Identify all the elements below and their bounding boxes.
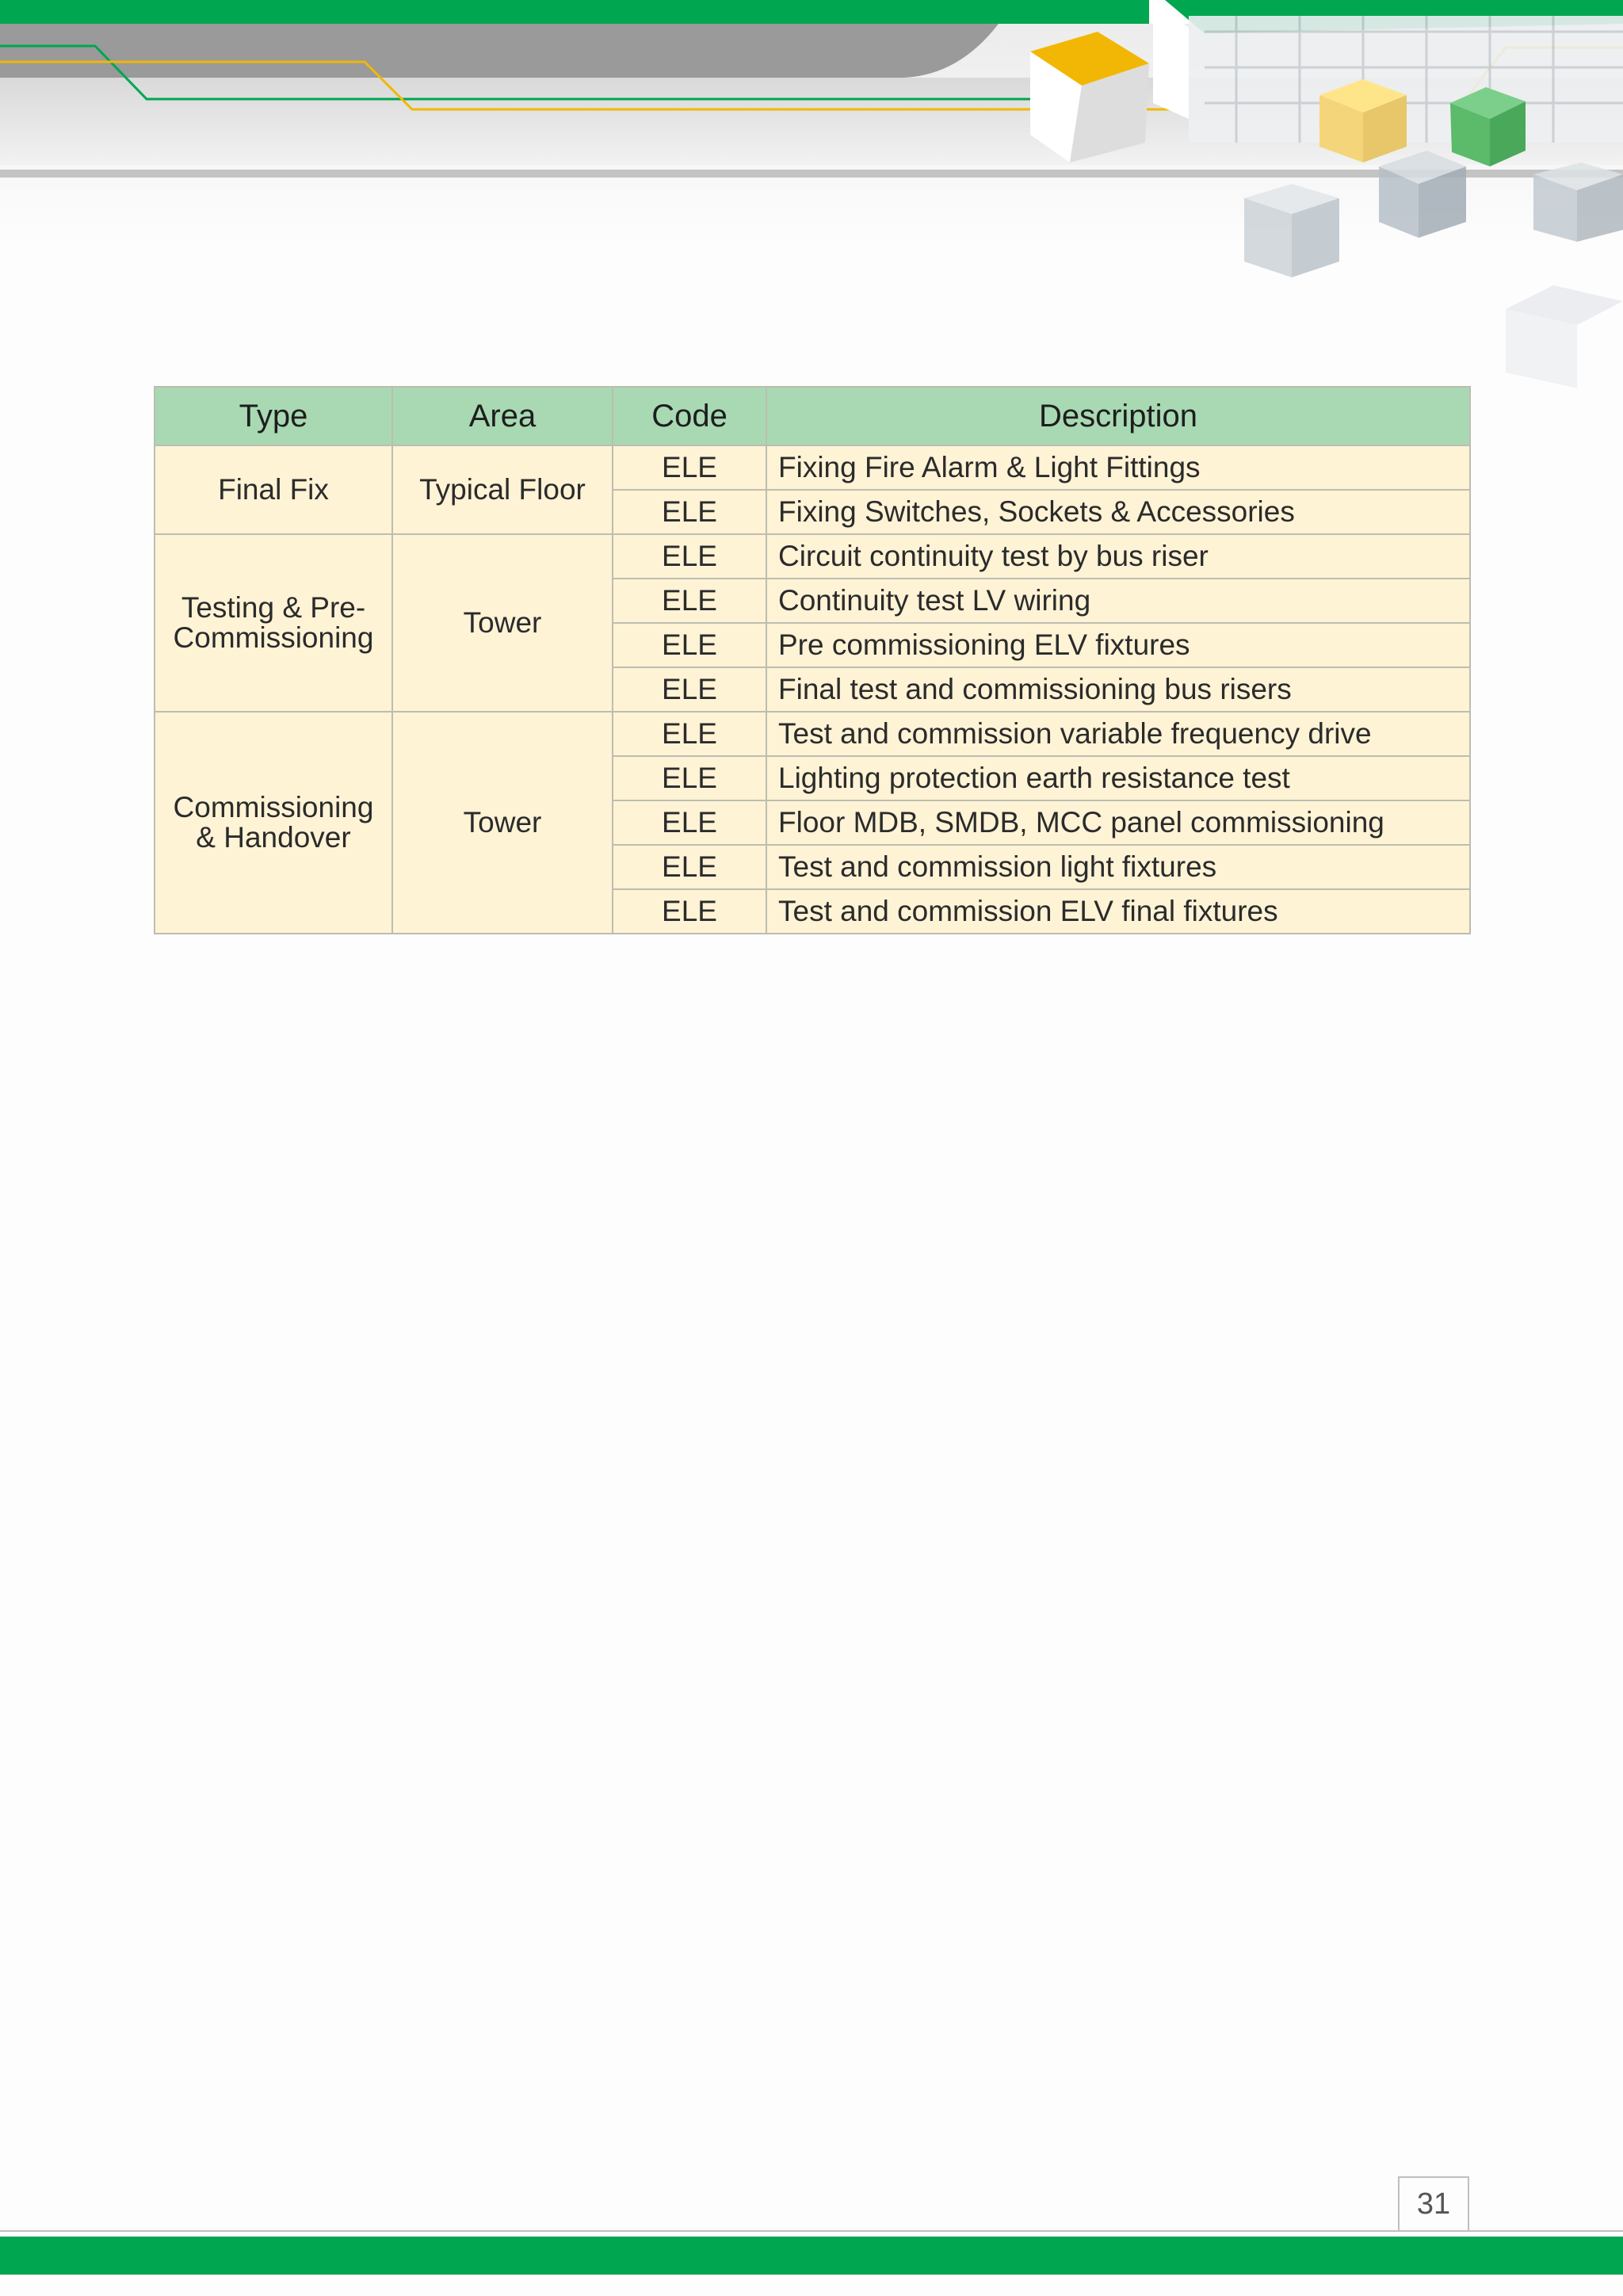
description-cell: Fixing Switches, Sockets & Accessories [766,490,1470,534]
pale-yellow-cube [1319,79,1407,162]
code-cell: ELE [613,623,766,667]
description-cell: Pre commissioning ELV fixtures [766,623,1470,667]
table-row [155,534,1470,579]
white-panel [1153,0,1189,119]
description-cell: Test and commission ELV final fixtures [766,889,1470,934]
code-cell: ELE [613,534,766,579]
description-cell: Circuit continuity test by bus riser [766,534,1470,579]
table-row [155,712,1470,756]
table-row [155,445,1470,490]
type-line: Commissioning [173,621,374,654]
header-banner [0,0,1623,412]
code-cell: ELE [613,845,766,889]
header-type: Type [155,387,392,445]
header-green-bar [0,0,1149,24]
header-grey-band [0,24,999,78]
type-cell [155,534,392,712]
code-cell: ELE [613,756,766,800]
description-cell: Lighting protection earth resistance test [766,756,1470,800]
code-cell: ELE [613,889,766,934]
code-cell: ELE [613,445,766,490]
code-cell: ELE [613,800,766,845]
type-line: Commissioning [173,791,374,823]
type-line: & Handover [196,821,351,854]
footer-green-bar [0,2237,1623,2275]
table-header-row [155,387,1470,445]
type-cell [155,712,392,934]
description-cell: Test and commission variable frequency drive [766,712,1470,756]
code-cell: ELE [613,667,766,712]
code-cell: ELE [613,712,766,756]
area-cell: Tower [392,534,613,712]
type-cell: Final Fix [155,445,392,534]
area-cell: Tower [392,712,613,934]
description-cell: Continuity test LV wiring [766,579,1470,623]
area-cell: Typical Floor [392,445,613,534]
type-line: Testing & Pre- [181,591,366,624]
page-number: 31 [1398,2176,1469,2230]
code-cell: ELE [613,490,766,534]
description-cell: Final test and commissioning bus risers [766,667,1470,712]
green-cube [1450,87,1526,166]
description-cell: Fixing Fire Alarm & Light Fittings [766,445,1470,490]
description-cell: Test and commission light fixtures [766,845,1470,889]
header-code: Code [613,387,766,445]
header-area: Area [392,387,613,445]
header-description: Description [766,387,1470,445]
footer-divider [0,2230,1623,2232]
header-graphic [0,0,1623,412]
description-cell: Floor MDB, SMDB, MCC panel commissioning [766,800,1470,845]
works-table [154,386,1471,934]
code-cell: ELE [613,579,766,623]
